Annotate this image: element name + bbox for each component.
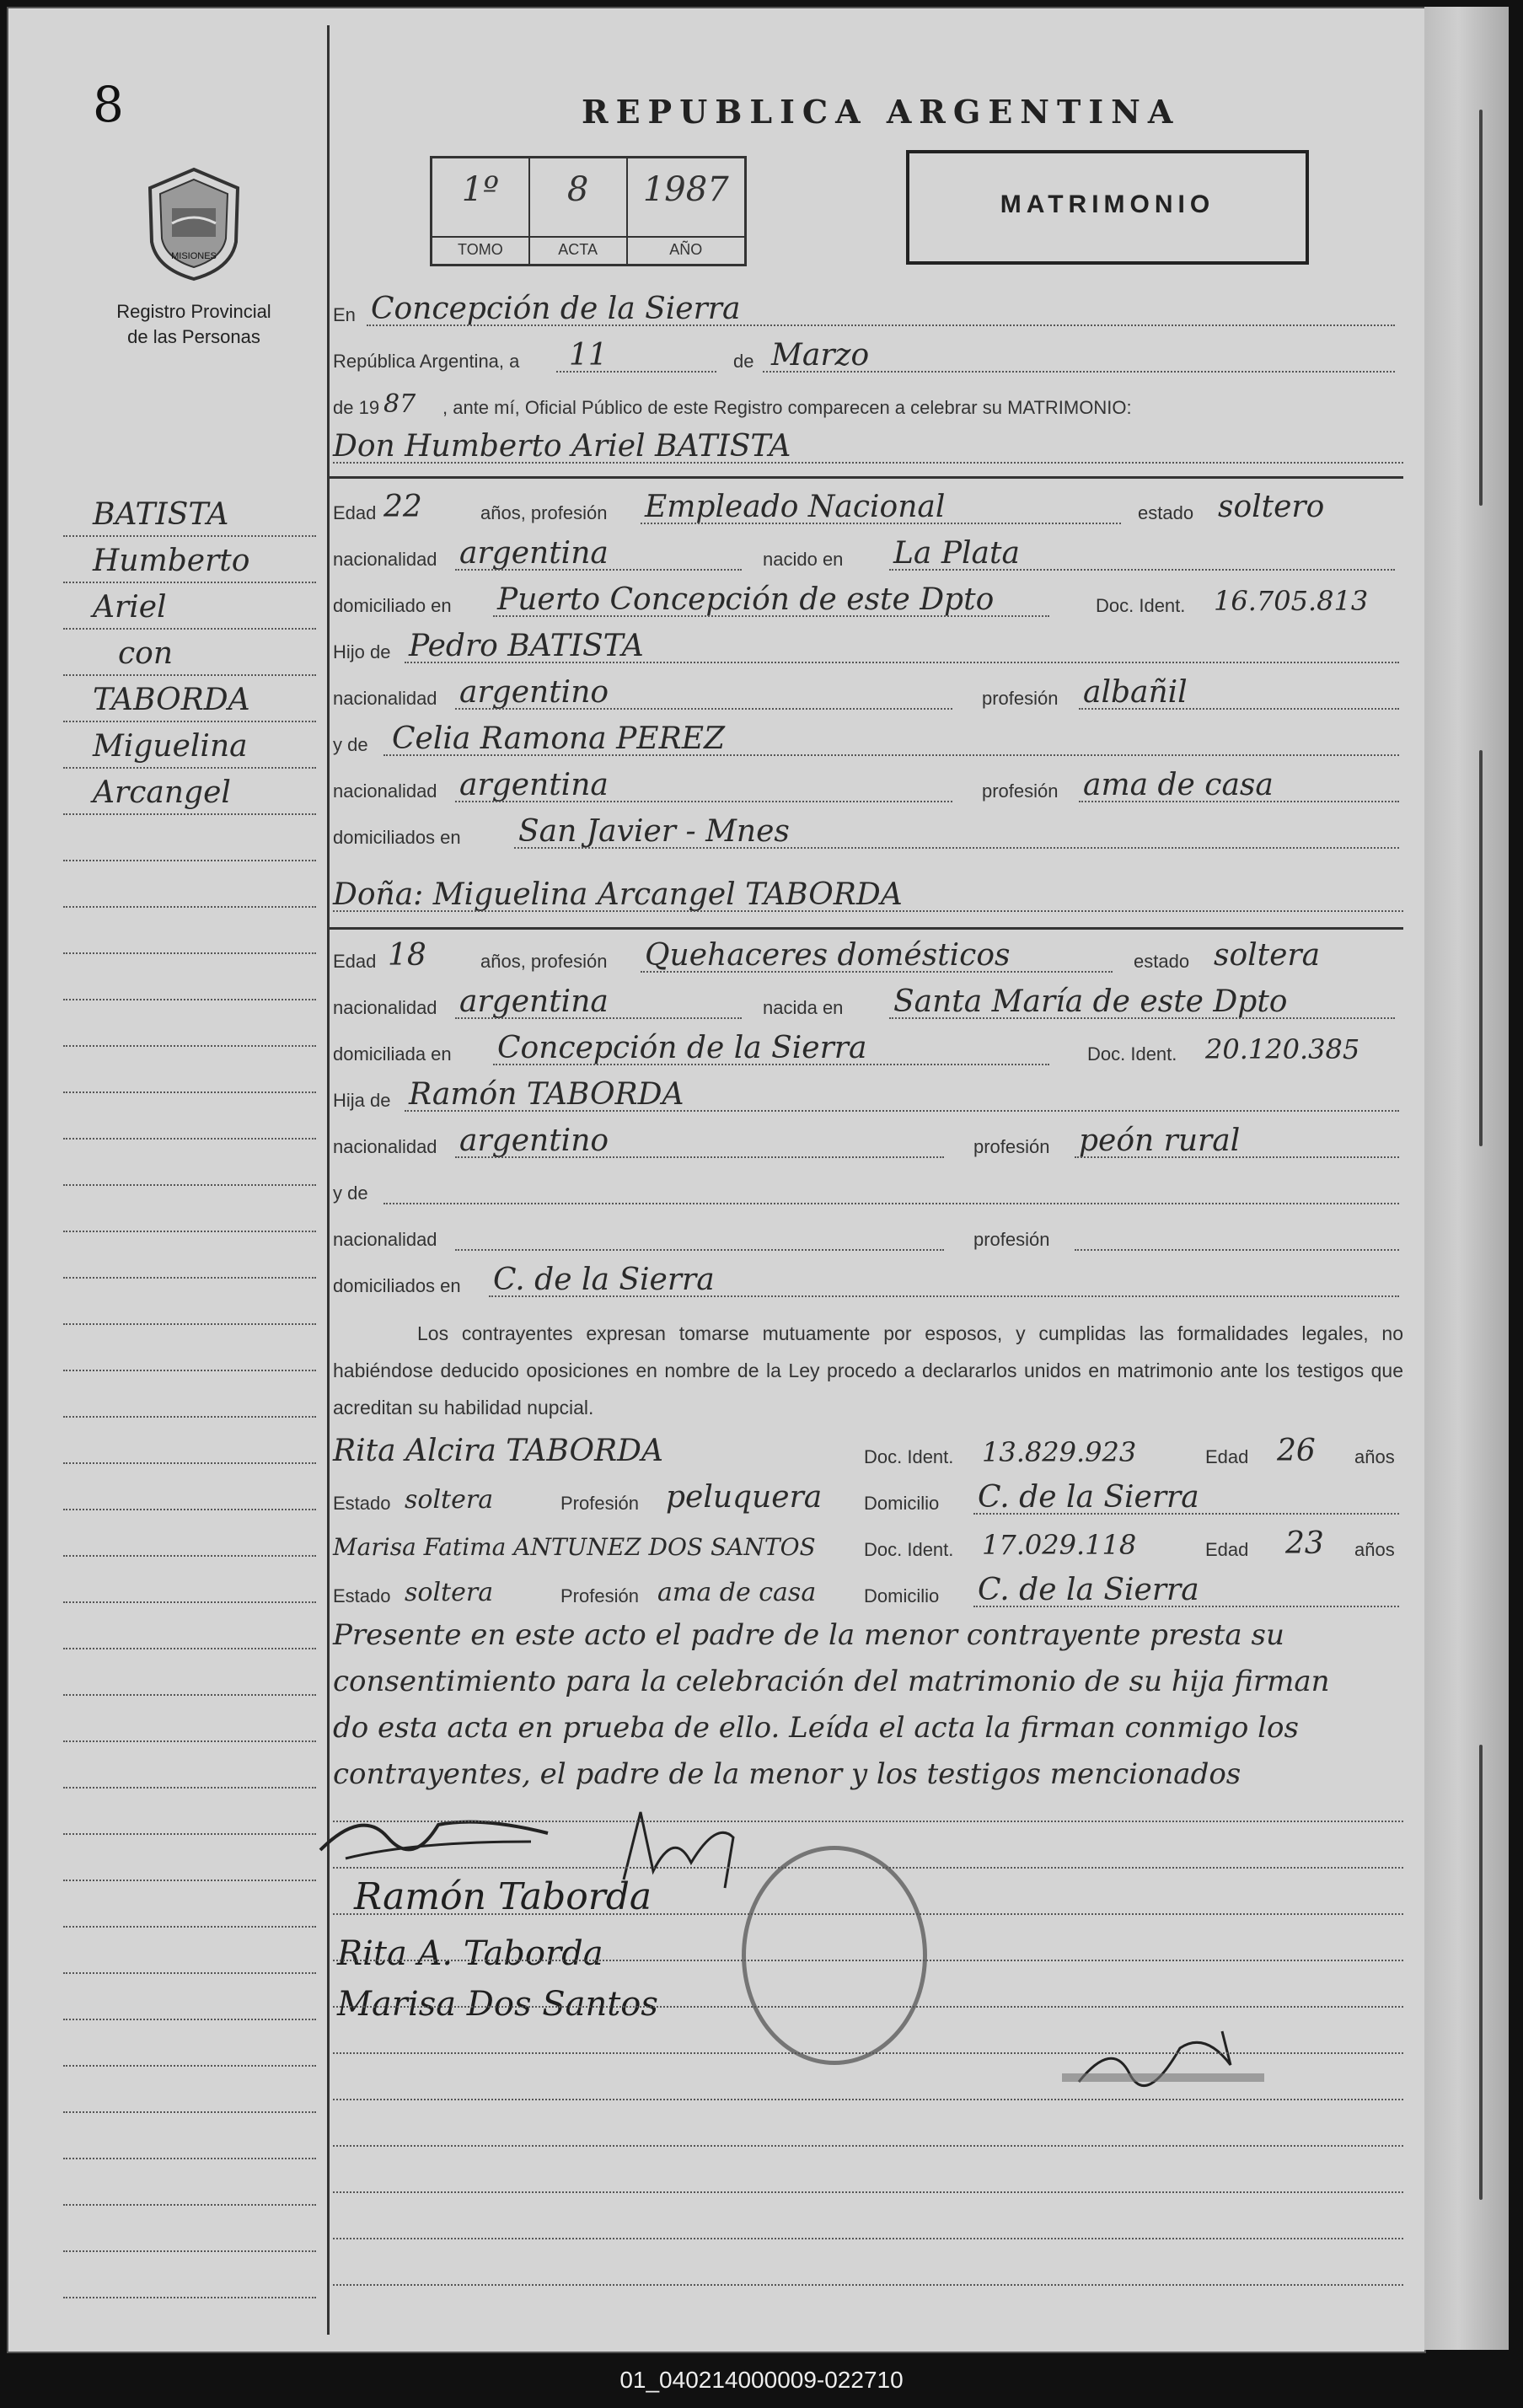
margin-dotted-line <box>63 1231 316 1232</box>
groom-father-nat-row <box>333 674 1403 715</box>
witness2-profession: ama de casa <box>657 1578 817 1607</box>
margin-dotted-line <box>63 1091 316 1093</box>
nacida-en-label: nacida en <box>763 997 844 1018</box>
witness1-doc: 13.829.923 <box>982 1436 1137 1468</box>
margin-note-line: BATISTA <box>93 497 229 532</box>
groom-status: soltero <box>1218 490 1325 524</box>
registry-name <box>80 299 308 350</box>
witness2-doc: 17.029.118 <box>982 1529 1137 1561</box>
witness1-profession: peluquera <box>666 1480 823 1515</box>
doc-label: Doc. Ident. <box>864 1446 954 1467</box>
bride-doc: 20.120.385 <box>1205 1033 1360 1065</box>
margin-note-line: con <box>118 636 174 671</box>
dotted-line <box>1079 708 1399 710</box>
en-label: En <box>333 304 356 325</box>
profesion-label: profesión <box>982 780 1059 802</box>
place-row <box>333 291 1403 331</box>
republica-label: República Argentina, a <box>333 351 520 372</box>
groom-address-row <box>333 582 1403 622</box>
dotted-line <box>1079 801 1399 802</box>
domicilio-label: Domicilio <box>864 1585 940 1606</box>
dotted-line <box>455 1156 944 1158</box>
dotted-line <box>455 1249 944 1251</box>
acta-value: 8 <box>566 170 589 209</box>
bride-father-nat-row <box>333 1123 1403 1163</box>
declaration-paragraph: Los contrayentes expresan tomarse mutuamente por esposos, y cumplidas las formalidades legales, no habiéndose deducido oposiciones en nombre de la Ley procedo a declararlos unidos en matrimonio ante los testigos que acreditan su habilidad nupcial. <box>333 1322 1403 1419</box>
dotted-line <box>333 462 1403 464</box>
dotted-line <box>405 662 1399 663</box>
margin-dotted-line <box>63 2111 316 2113</box>
hijo-de-label: Hijo de <box>333 641 391 662</box>
groom-parents-address: San Javier - Mnes <box>518 814 790 849</box>
dotted-line <box>763 371 1395 373</box>
seal-text: MISIONES <box>171 251 217 261</box>
bride-name-row <box>333 877 1403 917</box>
binder-strip <box>1424 7 1509 2350</box>
provincial-seal-icon <box>143 164 244 282</box>
margin-dotted-line <box>63 1740 316 1742</box>
tomo-cell <box>432 158 530 264</box>
margin-dotted-line <box>63 1184 316 1186</box>
margin-dotted-line <box>63 2250 316 2252</box>
groom-doc: 16.705.813 <box>1214 585 1369 617</box>
bride-father-profession: peón rural <box>1079 1124 1241 1158</box>
margin-dotted-line <box>63 906 316 908</box>
year-value: 87 <box>383 389 416 419</box>
acta-cell <box>530 158 628 264</box>
official-stamp-icon <box>742 1846 927 2065</box>
witness1-name-row <box>333 1433 1403 1473</box>
witness2-age: 23 <box>1285 1526 1324 1561</box>
bride-father: Ramón TABORDA <box>409 1077 684 1112</box>
groom-father-profession: albañil <box>1083 675 1188 710</box>
ano-cell <box>628 158 744 264</box>
year-row <box>333 383 1403 424</box>
domicilio-label: Domicilio <box>864 1493 940 1514</box>
nacido-en-label: nacido en <box>763 549 844 570</box>
margin-dotted-line <box>63 767 316 769</box>
margin-dotted-line <box>63 2204 316 2206</box>
edad-label: Edad <box>1205 1539 1249 1560</box>
bride-nationality: argentina <box>459 984 609 1019</box>
place-value: Concepción de la Sierra <box>371 292 741 326</box>
observation-line: do esta acta en prueba de ello. Leída el acta la firman conmigo los <box>333 1711 1299 1745</box>
estado-label: estado <box>1138 502 1194 523</box>
dotted-line <box>333 2099 1403 2100</box>
margin-dotted-line <box>63 860 316 861</box>
de-label: de <box>733 351 754 372</box>
margin-dotted-line <box>63 2019 316 2020</box>
margin-dotted-line <box>63 1462 316 1464</box>
act-type: MATRIMONIO <box>1000 190 1215 218</box>
dotted-line <box>367 324 1395 326</box>
section-rule <box>329 476 1403 479</box>
bride-age: 18 <box>388 938 426 973</box>
groom-father-nationality: argentino <box>459 675 609 710</box>
bride-status: soltera <box>1214 938 1321 973</box>
dotted-line <box>493 1064 1049 1065</box>
registry-line-2: de las Personas <box>127 326 260 347</box>
margin-note-line: TABORDA <box>93 683 250 717</box>
margin-divider <box>327 25 330 2335</box>
bride-father-nationality: argentino <box>459 1124 609 1158</box>
dotted-line <box>383 1203 1399 1204</box>
edad-label: Edad <box>333 951 377 972</box>
date-row <box>333 337 1403 378</box>
tomo-value: 1º <box>461 170 499 209</box>
anos-label: años <box>1354 1539 1395 1560</box>
signature-ramon-taborda: Ramón Taborda <box>354 1875 652 1918</box>
margin-dotted-line <box>63 2297 316 2298</box>
dotted-line <box>455 708 952 710</box>
dotted-line <box>333 2238 1403 2239</box>
y-de-label: y de <box>333 1183 368 1204</box>
groom-nationality-row <box>333 535 1403 576</box>
doc-label: Doc. Ident. <box>1087 1043 1177 1065</box>
bride-address: Concepción de la Sierra <box>497 1031 867 1065</box>
margin-dotted-line <box>63 1926 316 1928</box>
estado-label: Estado <box>333 1493 391 1514</box>
record-box <box>430 156 747 266</box>
groom-mother-row <box>333 721 1403 761</box>
bride-father-row <box>333 1076 1403 1117</box>
edad-label: Edad <box>1205 1446 1249 1467</box>
margin-dotted-line <box>63 1416 316 1418</box>
nacionalidad-label: nacionalidad <box>333 1229 437 1250</box>
domiciliado-label: domiciliado en <box>333 595 452 616</box>
dotted-line <box>489 1295 1399 1297</box>
groom-mother-nationality: argentina <box>459 768 609 802</box>
groom-age-row <box>333 489 1403 529</box>
dotted-line <box>1075 1156 1399 1158</box>
doc-label: Doc. Ident. <box>864 1539 954 1560</box>
margin-dotted-line <box>63 1880 316 1881</box>
groom-address: Puerto Concepción de este Dpto <box>497 582 995 617</box>
margin-dotted-line <box>63 1555 316 1557</box>
groom-mother: Celia Ramona PEREZ <box>392 721 725 756</box>
profesion-label: años, profesión <box>480 502 608 523</box>
groom-birthplace: La Plata <box>893 536 1020 571</box>
margin-dotted-line <box>63 1601 316 1603</box>
margin-dotted-line <box>63 813 316 815</box>
dotted-line <box>493 615 1049 617</box>
groom-mother-nat-row <box>333 767 1403 807</box>
groom-mother-profession: ama de casa <box>1083 768 1274 802</box>
margin-dotted-line <box>63 2158 316 2159</box>
bride-nationality-row <box>333 984 1403 1024</box>
nacionalidad-label: nacionalidad <box>333 1136 437 1157</box>
groom-age: 22 <box>383 490 422 524</box>
footer-id: 01_040214000009-022710 <box>619 2367 904 2393</box>
dotted-line <box>973 1606 1399 1607</box>
dotted-line <box>641 523 1121 524</box>
nacionalidad-label: nacionalidad <box>333 688 437 709</box>
dotted-line <box>333 2191 1403 2193</box>
domiciliados-label: domiciliados en <box>333 1275 461 1296</box>
margin-dotted-line <box>63 1323 316 1325</box>
witness1-name: Rita Alcira TABORDA <box>333 1434 663 1468</box>
margin-dotted-line <box>63 1787 316 1789</box>
profesion-label: Profesión <box>560 1493 639 1514</box>
witness2-name-row <box>333 1526 1403 1566</box>
hija-de-label: Hija de <box>333 1090 391 1111</box>
official-signature-icon <box>1062 2014 1264 2107</box>
signature-marisa-dos-santos: Marisa Dos Santos <box>337 1985 658 2024</box>
anos-label: años <box>1354 1446 1395 1467</box>
binder-ring <box>1479 110 1483 506</box>
ante-label: , ante mí, Oficial Público de este Registro comparecen a celebrar su MATRIMONIO: <box>442 397 1132 418</box>
margin-dotted-line <box>63 1045 316 1047</box>
binder-ring <box>1479 1745 1483 2200</box>
bride-profession: Quehaceres domésticos <box>645 938 1011 973</box>
groom-profession: Empleado Nacional <box>645 490 946 524</box>
margin-dotted-line <box>63 674 316 676</box>
day-value: 11 <box>569 338 608 373</box>
margin-note-line: Miguelina <box>93 729 248 764</box>
dotted-line <box>1075 1249 1399 1251</box>
dotted-line <box>383 754 1399 756</box>
groom-parents-address-row <box>333 813 1403 854</box>
dotted-line <box>333 1867 1403 1869</box>
profesion-label: profesión <box>973 1229 1050 1250</box>
nacionalidad-label: nacionalidad <box>333 780 437 802</box>
margin-dotted-line <box>63 1833 316 1835</box>
bride-parents-address: C. de la Sierra <box>493 1263 715 1297</box>
witness1-status: soltera <box>405 1485 494 1515</box>
domiciliados-label: domiciliados en <box>333 827 461 848</box>
margin-note-line: Arcangel <box>93 775 231 810</box>
y-de-label: y de <box>333 734 368 755</box>
country-title: REPUBLICA ARGENTINA <box>582 93 1181 131</box>
groom-name-row <box>333 428 1403 469</box>
margin-dotted-line <box>63 1277 316 1279</box>
profesion-label: años, profesión <box>480 951 608 972</box>
dotted-line <box>333 910 1403 912</box>
margin-dotted-line <box>63 1972 316 1974</box>
witness2-address: C. de la Sierra <box>978 1573 1199 1607</box>
dotted-line <box>514 847 1399 849</box>
dotted-line <box>455 1017 742 1019</box>
dotted-line <box>889 1017 1395 1019</box>
bride-age-row <box>333 937 1403 978</box>
witness1-detail-row <box>333 1479 1403 1520</box>
acta-label: ACTA <box>530 236 626 259</box>
dotted-line <box>333 2006 1403 2008</box>
observation-line: contrayentes, el padre de la menor y los testigos mencionados <box>333 1757 1241 1791</box>
profesion-label: profesión <box>973 1136 1050 1157</box>
month-value: Marzo <box>771 338 870 373</box>
domiciliada-label: domiciliada en <box>333 1043 452 1065</box>
dotted-line <box>455 801 952 802</box>
dotted-line <box>333 1913 1403 1915</box>
tomo-label: TOMO <box>432 236 528 259</box>
dotted-line <box>333 2284 1403 2286</box>
dotted-line <box>333 1821 1403 1822</box>
binder-ring <box>1479 750 1483 1146</box>
margin-dotted-line <box>63 582 316 583</box>
margin-note-line: Humberto <box>93 544 250 578</box>
edad-label: Edad <box>333 502 377 523</box>
margin-dotted-line <box>63 535 316 537</box>
margin-note-line: Ariel <box>93 590 167 625</box>
ano-label: AÑO <box>628 236 744 259</box>
margin-dotted-line <box>63 1648 316 1649</box>
margin-dotted-line <box>63 721 316 722</box>
witness2-status: soltera <box>405 1578 494 1607</box>
dotted-line <box>333 2145 1403 2147</box>
margin-dotted-line <box>63 999 316 1000</box>
nacionalidad-label: nacionalidad <box>333 549 437 570</box>
bride-name: Doña: Miguelina Arcangel TABORDA <box>333 877 903 912</box>
bride-parents-address-row <box>333 1262 1403 1302</box>
dotted-line <box>889 569 1395 571</box>
ano-value: 1987 <box>642 170 729 209</box>
doc-label: Doc. Ident. <box>1096 595 1186 616</box>
signature-rita-taborda: Rita A. Taborda <box>337 1934 603 1973</box>
groom-father-row <box>333 628 1403 668</box>
act-type-box <box>906 150 1309 265</box>
margin-dotted-line <box>63 2065 316 2067</box>
margin-dotted-line <box>63 1138 316 1140</box>
bride-address-row <box>333 1030 1403 1070</box>
observation-line: consentimiento para la celebración del matrimonio de su hija firman <box>333 1665 1330 1698</box>
witness1-address: C. de la Sierra <box>978 1480 1199 1515</box>
profesion-label: Profesión <box>560 1585 639 1606</box>
margin-dotted-line <box>63 952 316 954</box>
groom-nationality: argentina <box>459 536 609 571</box>
margin-dotted-line <box>63 1509 316 1510</box>
estado-label: estado <box>1134 951 1190 972</box>
observation-line: Presente en este acto el padre de la menor contrayente presta su <box>333 1618 1284 1652</box>
registry-line-1: Registro Provincial <box>116 301 271 322</box>
dotted-line <box>641 971 1113 973</box>
dotted-line <box>333 1960 1403 1961</box>
bride-mother-nat-row <box>333 1215 1403 1256</box>
estado-label: Estado <box>333 1585 391 1606</box>
page-number: 8 <box>93 76 124 133</box>
witness2-name: Marisa Fatima ANTUNEZ DOS SANTOS <box>333 1533 816 1561</box>
dotted-line <box>455 569 742 571</box>
dotted-line <box>973 1513 1399 1515</box>
section-rule <box>329 927 1403 930</box>
witness1-age: 26 <box>1277 1434 1316 1468</box>
groom-father: Pedro BATISTA <box>409 629 644 663</box>
witness2-detail-row <box>333 1572 1403 1612</box>
groom-name: Don Humberto Ariel BATISTA <box>333 429 791 464</box>
dotted-line <box>405 1110 1399 1112</box>
dotted-line <box>556 371 716 373</box>
profesion-label: profesión <box>982 688 1059 709</box>
margin-dotted-line <box>63 628 316 630</box>
margin-dotted-line <box>63 1694 316 1696</box>
groom-signature-icon <box>312 1791 565 1867</box>
de19-label: de 19 <box>333 397 380 418</box>
nacionalidad-label: nacionalidad <box>333 997 437 1018</box>
dotted-line <box>333 2052 1403 2054</box>
bride-mother-row <box>333 1169 1403 1209</box>
margin-dotted-line <box>63 1370 316 1371</box>
bride-birthplace: Santa María de este Dpto <box>893 984 1288 1019</box>
